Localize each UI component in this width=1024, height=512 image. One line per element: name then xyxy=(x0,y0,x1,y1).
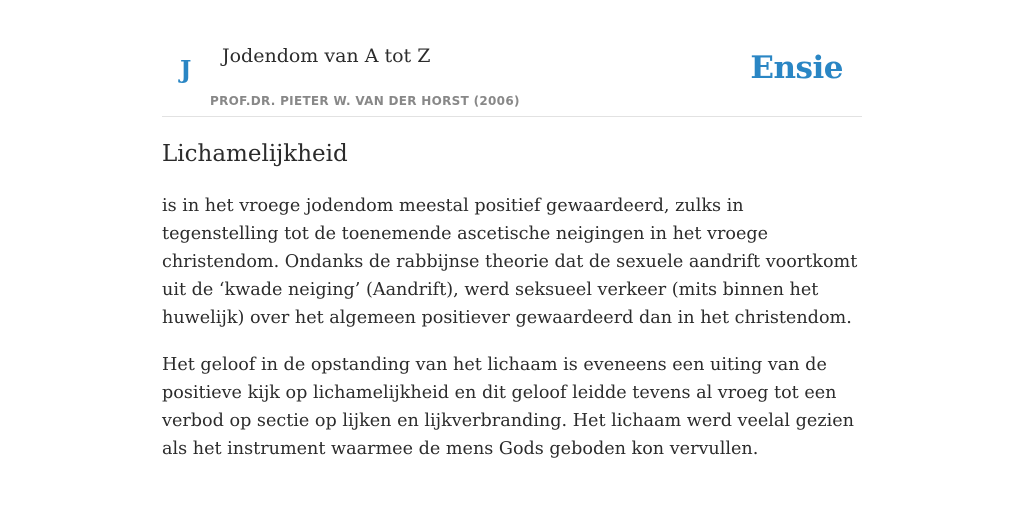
entry-body xyxy=(162,192,862,482)
entry-title: Lichamelijkheid xyxy=(162,141,348,167)
book-title[interactable]: Jodendom van A tot Z xyxy=(222,45,431,67)
entry-paragraph: is in het vroege jodendom meestal positief gewaardeerd, zulks in tegenstelling tot de toenemende ascetische neigingen in het vroege christendom. Ondanks de rabbijnse theorie dat de sexuele aandrift voortkomt uit de ‘kwade neiging’ (Aandrift), werd seksueel verkeer (mits binnen het huwelijk) over het algemeen positiever gewaardeerd dan in het christendom. xyxy=(162,196,858,328)
entry-card xyxy=(162,0,862,459)
book-logo-letter[interactable]: J xyxy=(180,55,192,84)
book-author: PROF.DR. PIETER W. VAN DER HORST (2006) xyxy=(210,94,520,108)
entry-header xyxy=(162,0,862,117)
entry-paragraph: Het geloof in de opstanding van het lichaam is eveneens een uiting van de positieve kijk op lichamelijkheid en dit geloof leidde tevens al vroeg tot een verbod op sectie op lijken en lijkverbranding. Het lichaam werd veelal gezien als het instrument waarmee de mens Gods geboden kon vervullen. xyxy=(162,355,854,459)
ensie-logo[interactable]: Ensie xyxy=(750,50,843,86)
